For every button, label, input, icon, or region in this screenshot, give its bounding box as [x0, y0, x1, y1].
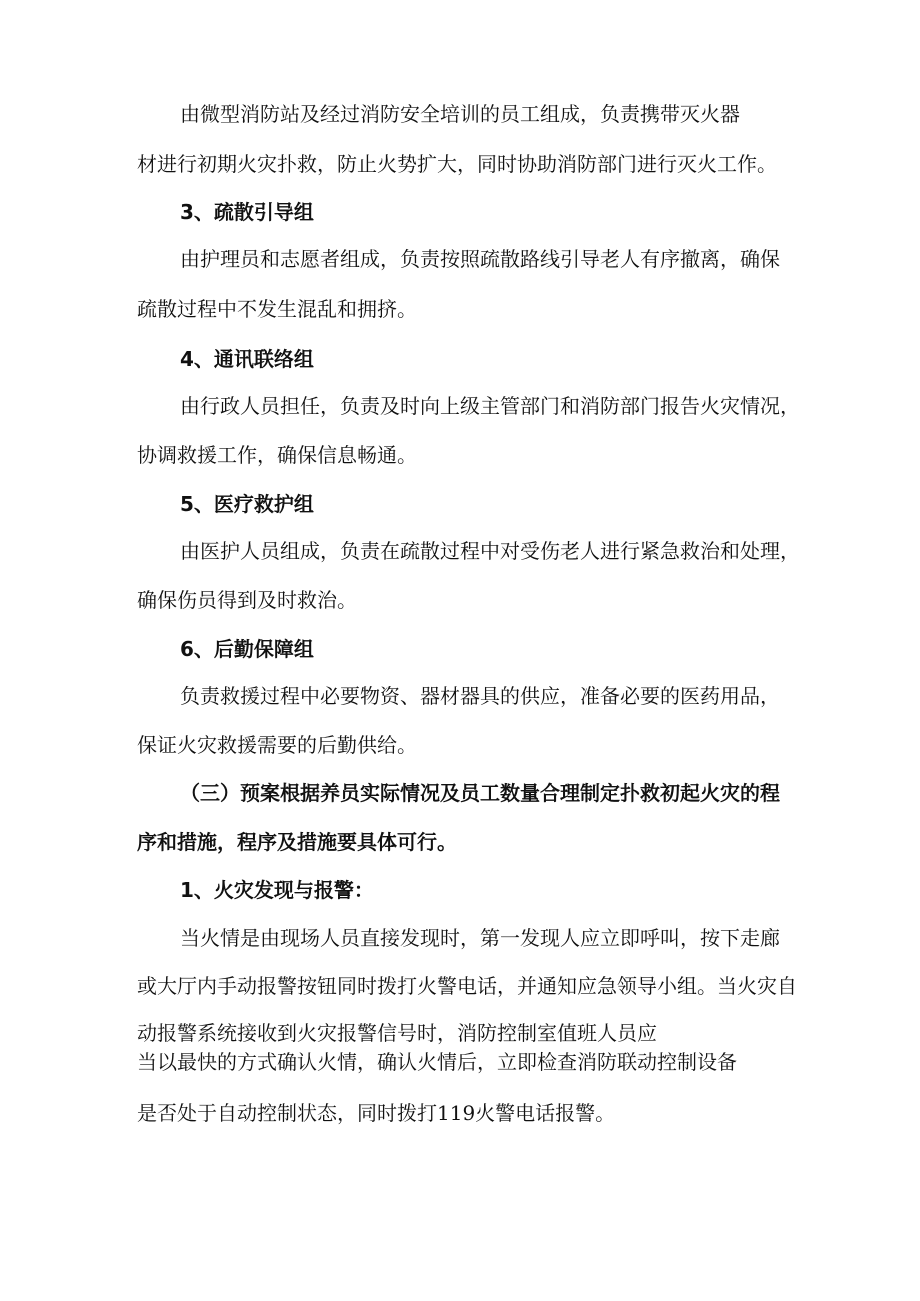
paragraph-line: 负责救援过程中必要物资、器材器具的供应，准备必要的医药用品， — [180, 684, 780, 708]
paragraph-line: 确保伤员得到及时救治。 — [137, 588, 357, 612]
section-heading: 5、医疗救护组 — [180, 492, 314, 516]
section-heading: 4、通讯联络组 — [180, 347, 314, 371]
paragraph-line: 疏散过程中不发生混乱和拥挤。 — [137, 297, 417, 321]
paragraph-line: 当以最快的方式确认火情，确认火情后，立即检查消防联动控制设备 — [137, 1050, 737, 1074]
section-heading: 3、疏散引导组 — [180, 200, 314, 224]
paragraph-line: 由行政人员担任，负责及时向上级主管部门和消防部门报告火灾情况， — [180, 394, 800, 418]
paragraph-line: 协调救援工作，确保信息畅通。 — [137, 443, 417, 467]
paragraph-line: 材进行初期火灾扑救，防止火势扩大，同时协助消防部门进行灭火工作。 — [137, 152, 777, 176]
paragraph-line: 当火情是由现场人员直接发现时，第一发现人应立即呼叫，按下走廊 — [180, 926, 780, 950]
paragraph-line: 由微型消防站及经过消防安全培训的员工组成，负责携带灭火器 — [180, 102, 740, 126]
section-heading: 6、后勤保障组 — [180, 637, 314, 661]
paragraph-line: 保证火灾救援需要的后勤供给。 — [137, 733, 417, 757]
paragraph-line: 由护理员和志愿者组成，负责按照疏散路线引导老人有序撤离，确保 — [180, 247, 780, 271]
paragraph-line: 或大厅内手动报警按钮同时拨打火警电话，并通知应急领导小组。当火灾自 — [137, 974, 797, 998]
paragraph-line: 动报警系统接收到火灾报警信号时，消防控制室值班人员应 — [137, 1021, 657, 1045]
paragraph-line: 是否处于自动控制状态，同时拨打119火警电话报警。 — [137, 1101, 616, 1125]
paragraph-line: 由医护人员组成，负责在疏散过程中对受伤老人进行紧急救治和处理， — [180, 539, 800, 563]
subsection-heading: （三）预案根据养员实际情况及员工数量合理制定扑救初起火灾的程 — [180, 781, 780, 805]
subsection-heading: 序和措施，程序及措施要具体可行。 — [137, 830, 457, 854]
section-heading: 1、火灾发现与报警： — [180, 878, 374, 902]
